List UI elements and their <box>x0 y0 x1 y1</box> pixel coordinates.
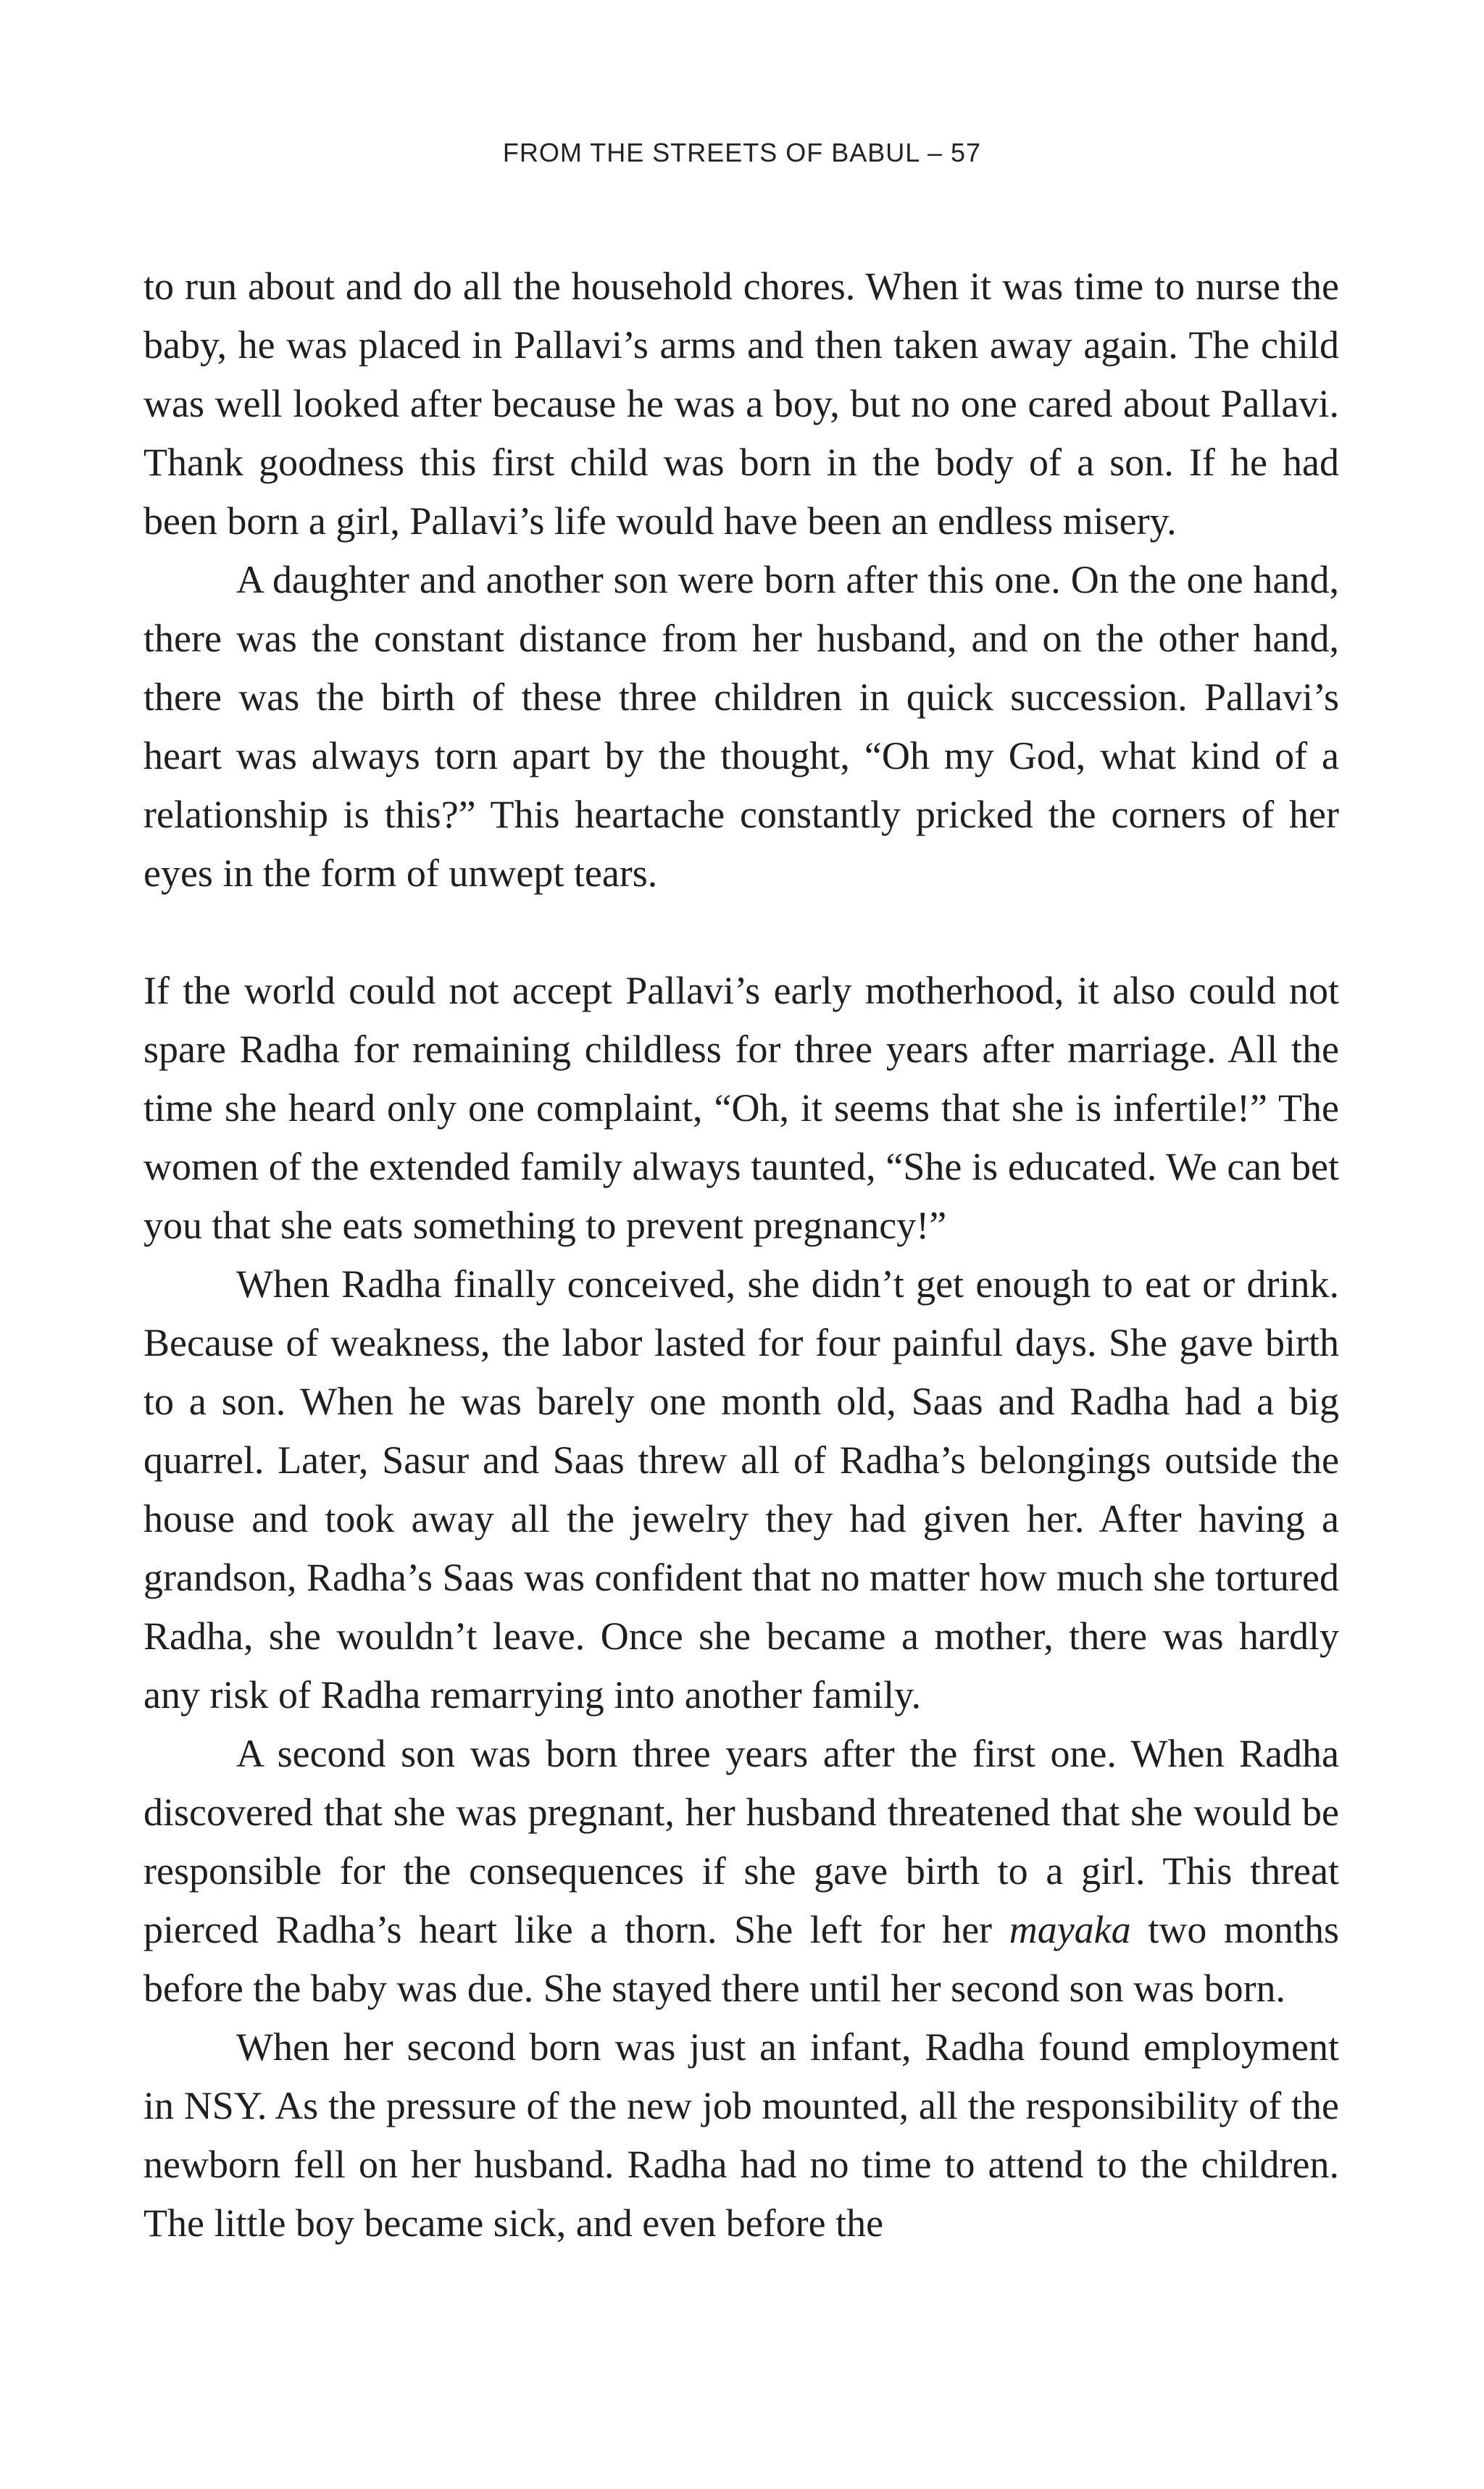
paragraph-continued: to run about and do all the household chores. When it was time to nurse the baby, he was placed in Pallavi’s arms and then taken away again. The child was well looked after because he was a boy, but no one cared about Pallavi. Thank goodness this first child was born in the body of a son. If he had been born a girl, Pallavi’s life would have been an endless misery. <box>143 264 1339 543</box>
paragraph: When Radha finally conceived, she didn’t get enough to eat or drink. Because of weakness, the labor lasted for four painful days. She gave birth to a son. When he was barely one month old, Saas and Radha had a big quarrel. Later, Sasur and Saas threw all of Radha’s belongings outside the house and took away all the jewelry they had given her. After having a grandson, Radha’s Saas was confident that no matter how much she tortured Radha, she wouldn’t leave. Once she became a mother, there was hardly any risk of Radha remarrying into another family. <box>143 1262 1339 1717</box>
paragraph-continues: When her second born was just an infant, Radha found employment in NSY. As the pressure of the new job mounted, all the responsibility of the newborn fell on her husband. Radha had no time to attend to the children. The little boy became sick, and even before the <box>143 2025 1339 2245</box>
body-text <box>143 257 1339 2253</box>
paragraph: A daughter and another son were born after this one. On the one hand, there was the constant distance from her husband, and on the other hand, there was the birth of these three children in quick succession. Pallavi’s heart was always torn apart by the thought, “Oh my God, what kind of a relationship is this?” This heartache constantly pricked the corners of her eyes in the form of unwept tears. <box>143 558 1339 895</box>
paragraph-with-italic <box>143 1725 1339 2018</box>
paragraph-section-start: If the world could not accept Pallavi’s early motherhood, it also could not spare Radha for remaining childless for three years after marriage. All the time she heard only one complaint, “Oh, it seems that she is infertile!” The women of the extended family always taunted, “She is educated. We can bet you that she eats something to prevent pregnancy!” <box>143 969 1339 1247</box>
paragraph-text-before: A second son was born three years after the first one. When Radha discovered that she was pregnant, her husband threatened that she would be responsible for the consequences if she gave birth to a girl. This threat pierced Radha’s heart like a thorn. She left for her <box>143 1732 1339 1951</box>
paragraph-text-after: two months before the baby was due. She stayed there until her second son was born. <box>143 1908 1340 2010</box>
italic-term: mayaka <box>1009 1908 1131 1951</box>
running-head: FROM THE STREETS OF BABUL – 57 <box>502 138 982 167</box>
